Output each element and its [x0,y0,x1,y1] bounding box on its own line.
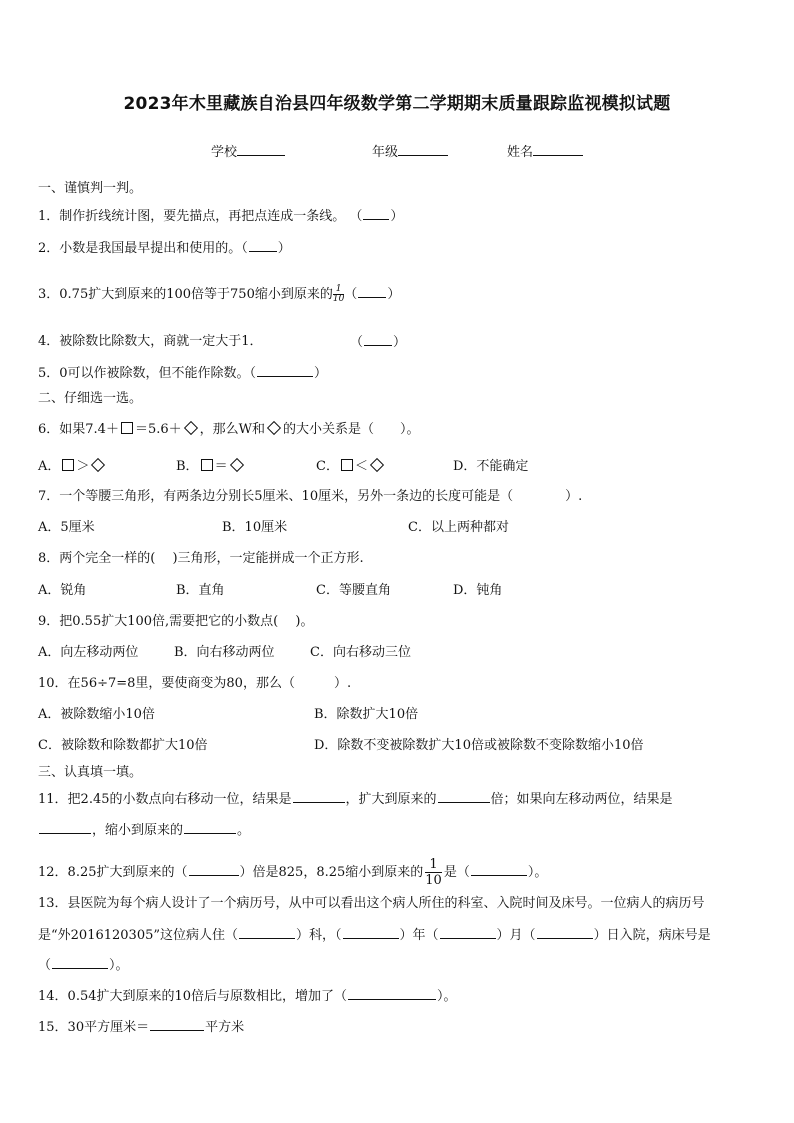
question-10: 10．在56÷7=8里，要使商变为80，那么（ ）. [38,676,352,691]
question-13-line-2 [38,926,711,945]
q11-blank-3[interactable] [39,821,91,834]
q12-fraction [425,857,442,888]
question-7: 7．一个等腰三角形，有两条边分别长5厘米、10厘米，另外一条边的长度可能是（ ）. [38,489,583,504]
q10-option-d[interactable]: D．除数不变被除数扩大10倍或被除数不变除数缩小10倍 [314,738,644,753]
q13-blank-2[interactable] [343,926,399,939]
q7-option-a[interactable]: A．5厘米 [38,520,95,535]
q2-text: 2．小数是我国最早提出和使用的。（ [38,241,248,256]
q12-text-c: 是（ [443,865,470,880]
q13-blank-4[interactable] [537,926,593,939]
question-14 [38,987,457,1006]
square-symbol [62,459,74,471]
q12-text-b: ）倍是825，8.25缩小到原来的 [239,865,424,880]
q6-option-d[interactable]: D．不能确定 [453,459,529,474]
q12-blank-1[interactable] [189,863,239,876]
q5-end: ） [314,366,328,381]
q2-blank[interactable] [249,239,277,252]
question-13-line-1: 13．县医院为每个病人设计了一个病历号，从中可以看出这个病人所住的科室、入院时间及床号。一位病人的病历号 [38,896,705,911]
q15-blank[interactable] [150,1018,204,1031]
q13-text-g: （ [38,958,52,973]
q13-blank-3[interactable] [440,926,496,939]
grade-label: 年级 [372,145,399,160]
q3-fraction [333,285,344,304]
q1-blank[interactable] [363,207,389,220]
q3-frac-num: 1 [333,285,344,295]
diamond-symbol [184,421,198,435]
section-3-heading: 三、认真填一填。 [38,765,143,780]
q3-paren-open: （ [344,287,358,302]
q11-blank-1[interactable] [293,790,345,803]
q6-text-c: ，那么W和 [199,422,266,437]
q6-c-label: C． [316,459,339,474]
question-4 [38,333,263,351]
q6-a-label: A． [38,459,61,474]
q1-text: 1．制作折线统计图，要先描点，再把点连成一条线。 （ [38,209,363,224]
q2-end: ） [277,241,291,256]
q4-blank[interactable] [364,333,392,346]
q9-option-b[interactable]: B．向右移动两位 [174,645,275,660]
q4-text: 4．被除数比除数大，商就一定大于1． [38,334,263,349]
q12-frac-den: 10 [425,873,442,888]
q5-blank[interactable] [257,364,313,377]
q13-text-e: ）月（ [496,928,536,943]
question-11-line-2 [38,821,250,840]
question-13-line-3 [38,956,129,975]
q6-text-d: 的大小关系是（ ）。 [283,422,420,437]
q8-option-a[interactable]: A．锐角 [38,583,87,598]
square-symbol [121,422,133,434]
q6-option-b[interactable] [176,458,246,476]
question-1 [38,207,403,226]
grade-field [372,141,448,160]
q3-blank[interactable] [358,285,386,298]
q13-blank-1[interactable] [239,926,295,939]
question-9: 9．把0.55扩大100倍,需要把它的小数点( )。 [38,614,314,629]
q6-text-b: ＝5.6＋ [134,422,182,437]
question-5 [38,364,327,383]
q11-text-b: ，扩大到原来的 [345,792,437,807]
diamond-symbol [230,458,244,472]
diamond-symbol [370,458,384,472]
q11-text-d: ，缩小到原来的 [92,823,184,838]
q3-frac-den: 10 [332,294,345,304]
q3-paren-close: ） [387,287,401,302]
q10-option-a[interactable]: A．被除数缩小10倍 [38,707,155,722]
question-3 [38,285,400,304]
q10-option-c[interactable]: C．被除数和除数都扩大10倍 [38,738,208,753]
q4-paren-open: （ [350,335,364,350]
q8-option-b[interactable]: B．直角 [176,583,225,598]
q9-option-c[interactable]: C．向右移动三位 [310,645,411,660]
q6-b-label: B． [176,459,199,474]
name-field [507,141,583,160]
q6-option-c[interactable] [316,458,386,476]
q13-text-d: ）年（ [399,928,439,943]
q14-text-a: 14．0.54扩大到原来的10倍后与原数相比，增加了（ [38,989,348,1004]
q10-option-b[interactable]: B．除数扩大10倍 [314,707,419,722]
q13-text-b: 是“外2016120305”这位病人住（ [38,928,239,943]
school-label: 学校 [211,145,238,160]
q15-text-b: 平方米 [205,1020,245,1035]
grade-blank[interactable] [398,143,448,156]
q6-c-rel: ＜ [354,459,368,474]
q15-text-a: 15．30平方厘米＝ [38,1020,150,1035]
diamond-symbol [91,458,105,472]
name-blank[interactable] [533,143,583,156]
question-12 [38,857,547,888]
q13-text-c: ）科，（ [296,928,342,943]
question-6 [38,421,420,439]
page-title: 2023年木里藏族自治县四年级数学第二学期期末质量跟踪监视模拟试题 [123,94,671,114]
q14-blank[interactable] [348,987,436,1000]
q11-blank-4[interactable] [184,821,236,834]
q12-text-d: ）。 [527,865,548,880]
section-2-heading: 二、仔细选一选。 [38,391,143,406]
school-field [211,141,285,160]
q3-text: 3．0.75扩大到原来的100倍等于750缩小到原来的 [38,287,333,302]
school-blank[interactable] [237,143,285,156]
q11-text-a: 11．把2.45的小数点向右移动一位，结果是 [38,792,292,807]
q6-text-a: 6．如果7.4＋ [38,422,119,437]
q6-b-rel: ＝ [214,459,228,474]
q4-answer [350,333,406,352]
q12-text-a: 12．8.25扩大到原来的（ [38,865,188,880]
square-symbol [341,459,353,471]
q8-option-c[interactable]: C．等腰直角 [316,583,391,598]
q13-blank-5[interactable] [52,956,108,969]
question-11-line-1 [38,790,673,809]
diamond-symbol [267,421,281,435]
name-label: 姓名 [507,145,534,160]
q7-option-b[interactable]: B．10厘米 [222,520,288,535]
q11-blank-2[interactable] [438,790,490,803]
square-symbol [201,459,213,471]
q1-end: ） [390,209,404,224]
q12-blank-2[interactable] [471,863,527,876]
q11-text-c: 倍；如果向左移动两位，结果是 [490,792,673,807]
question-8: 8．两个完全一样的( )三角形，一定能拼成一个正方形. [38,551,364,566]
q6-option-a[interactable] [38,458,107,476]
question-15 [38,1018,244,1037]
q8-option-d[interactable]: D．钝角 [453,583,503,598]
q13-text-h: ）。 [109,958,129,973]
q14-text-b: ）。 [437,989,457,1004]
q9-option-a[interactable]: A．向左移动两位 [38,645,139,660]
q4-paren-close: ） [393,335,407,350]
question-2 [38,239,291,258]
q7-option-c[interactable]: C．以上两种都对 [408,520,509,535]
q11-text-e: 。 [237,823,251,838]
section-1-heading: 一、谨慎判一判。 [38,181,143,196]
q6-a-rel: ＞ [76,459,90,474]
q13-text-f: ）日入院，病床号是 [593,928,711,943]
q12-frac-num: 1 [425,857,442,873]
q5-text: 5．0可以作被除数，但不能作除数。（ [38,366,257,381]
